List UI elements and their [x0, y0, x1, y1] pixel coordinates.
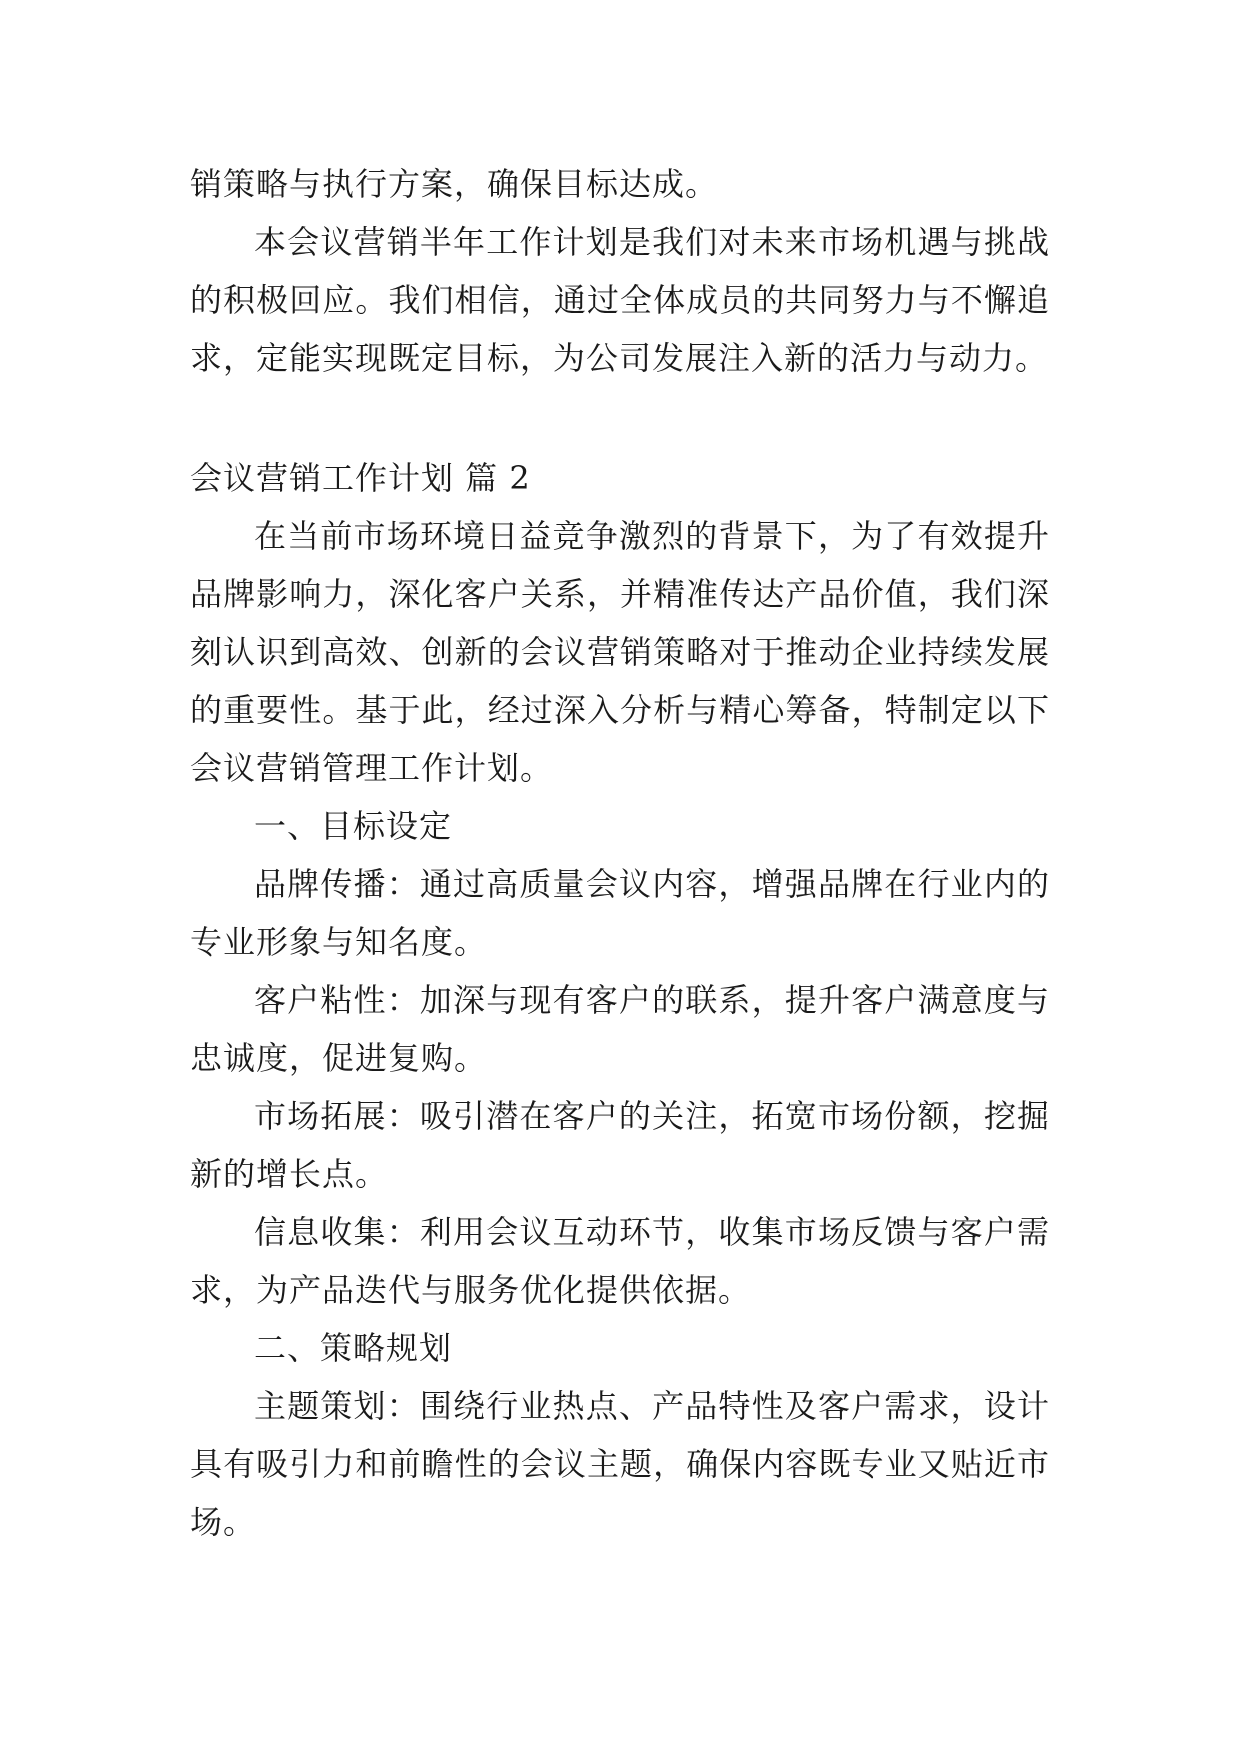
paragraph-continued: 销策略与执行方案，确保目标达成。	[190, 165, 719, 203]
paragraph-theme: 主题策划：围绕行业热点、产品特性及客户需求，设计具有吸引力和前瞻性的会议主题，确保内容既专业又贴近市场。	[190, 1387, 1050, 1541]
subheading-goals: 一、目标设定	[254, 807, 453, 845]
paragraph-customer: 客户粘性：加深与现有客户的联系，提升客户满意度与忠诚度，促进复购。	[190, 981, 1050, 1077]
paragraph-conclusion: 本会议营销半年工作计划是我们对未来市场机遇与挑战的积极回应。我们相信，通过全体成员的共同努力与不懈追求，定能实现既定目标，为公司发展注入新的活力与动力。	[190, 223, 1050, 377]
paragraph-info: 信息收集：利用会议互动环节，收集市场反馈与客户需求，为产品迭代与服务优化提供依据。	[190, 1213, 1050, 1309]
subheading-strategy: 二、策略规划	[254, 1329, 453, 1367]
paragraph-intro: 在当前市场环境日益竞争激烈的背景下，为了有效提升品牌影响力，深化客户关系，并精准传达产品价值，我们深刻认识到高效、创新的会议营销策略对于推动企业持续发展的重要性。基于此，经过深入分析与精心筹备，特制定以下会议营销管理工作计划。	[190, 517, 1050, 787]
paragraph-brand: 品牌传播：通过高质量会议内容，增强品牌在行业内的专业形象与知名度。	[190, 865, 1050, 961]
document-body	[190, 155, 1050, 1551]
paragraph-market: 市场拓展：吸引潜在客户的关注，拓宽市场份额，挖掘新的增长点。	[190, 1097, 1050, 1193]
section-title: 会议营销工作计划 篇 2	[190, 459, 531, 497]
